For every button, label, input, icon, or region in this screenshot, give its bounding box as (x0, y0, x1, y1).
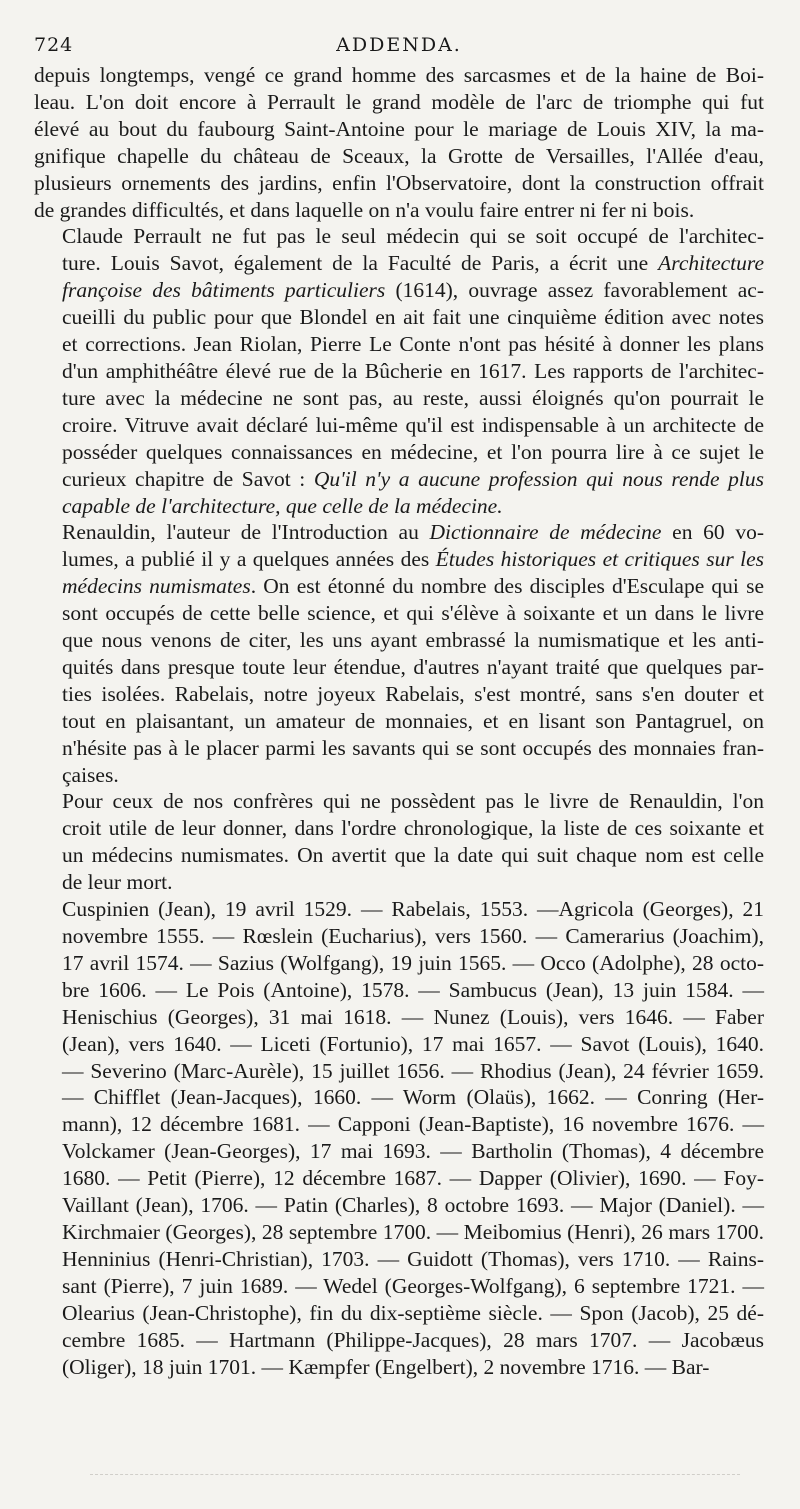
text-line (34, 1138, 764, 1165)
text-line (34, 1327, 764, 1354)
text-run: (1614), ouvrage assez favorablement ac- (385, 278, 764, 303)
text-run: Henninius (Henri-Christian), 1703. — Guidott (Thomas), vers 1710. — Rains- (62, 1246, 764, 1271)
text-line (34, 762, 764, 789)
text-line (34, 546, 764, 573)
text-line (34, 654, 764, 681)
text-line (34, 842, 764, 869)
text-run: de grandes difficultés, et dans laquelle on n'a voulu faire entrer ni fer ni bois. (34, 197, 695, 222)
text-run: (Jean), vers 1640. — Liceti (Fortunio), 17 mai 1657. — Savot (Louis), 1640. (62, 1031, 764, 1056)
text-line (34, 1111, 764, 1138)
text-run: Pour ceux de nos confrères qui ne possèdent pas le livre de Renauldin, l'on (62, 789, 764, 814)
text-run: leau. L'on doit encore à Perrault le grand modèle de l'arc de triomphe qui fut (34, 89, 764, 114)
paragraph (34, 223, 764, 519)
text-run: Cuspinien (Jean), 19 avril 1529. — Rabelais, 1553. —Agricola (Georges), 21 (62, 897, 764, 922)
text-line (34, 896, 764, 923)
text-run: Olearius (Jean-Christophe), fin du dix-septième siècle. — Spon (Jacob), 25 dé- (62, 1300, 764, 1325)
text-run: mann), 12 décembre 1681. — Capponi (Jean-Baptiste), 16 novembre 1676. — (62, 1112, 764, 1137)
text-line (34, 385, 764, 412)
text-run: — Severino (Marc-Aurèle), 15 juillet 1656. — Rhodius (Jean), 24 février 1659. (62, 1058, 764, 1083)
running-head: ADDENDA. (336, 34, 462, 56)
text-run: — Chifflet (Jean-Jacques), 1660. — Worm (Olaüs), 1662. — Conring (Her- (62, 1085, 764, 1110)
text-run: sant (Pierre), 7 juin 1689. — Wedel (Georges-Wolfgang), 6 septembre 1721. — (62, 1273, 764, 1298)
text-run: çaises. (62, 762, 119, 787)
text-run: de leur mort. (62, 870, 173, 895)
italic-text: capable de l'architecture, que celle de la médecine. (62, 493, 503, 518)
text-line (34, 950, 764, 977)
text-line (34, 412, 764, 439)
text-line (34, 89, 764, 116)
text-line (34, 1246, 764, 1273)
text-line (34, 331, 764, 358)
text-run: cueilli du public pour que Blondel en ait fait une cinquième édition avec notes (62, 305, 764, 330)
italic-text: médecins numismates (62, 574, 251, 599)
text-line (34, 1192, 764, 1219)
text-line (34, 250, 764, 277)
text-run: ties isolées. Rabelais, notre joyeux Rabelais, s'est montré, sans s'en douter et (62, 681, 764, 706)
text-line (34, 1004, 764, 1031)
text-line (34, 869, 764, 896)
text-run: Renauldin, l'auteur de l'Introduction au (62, 520, 430, 545)
italic-text: Qu'il n'y a aucune profession qui nous rende plus (313, 466, 764, 491)
text-run: élevé au bout du faubourg Saint-Antoine pour le mariage de Louis XIV, la ma- (34, 116, 764, 141)
italic-text: françoise des bâtiments particuliers (62, 278, 386, 303)
paragraph (34, 788, 764, 896)
text-line (34, 170, 764, 197)
text-line (34, 815, 764, 842)
text-run: posséder quelques connaissances en médecine, et l'on pourra lire à ce sujet le (62, 439, 764, 464)
text-run: sont occupés de cette belle science, et qui s'élève à soixante et un dans le livre (62, 601, 764, 626)
text-run: et corrections. Jean Riolan, Pierre Le Conte n'ont pas hésité à donner les plans (62, 332, 764, 357)
text-line (34, 1219, 764, 1246)
text-run: 17 avril 1574. — Sazius (Wolfgang), 19 juin 1565. — Occo (Adolphe), 28 octo- (62, 950, 764, 975)
text-line (34, 62, 764, 89)
text-run: Kirchmaier (Georges), 28 septembre 1700. — Meibomius (Henri), 26 mars 1700. (62, 1219, 764, 1244)
paragraph (34, 896, 764, 1380)
text-run: n'hésite pas à le placer parmi les savants qui se sont occupés des monnaies fran- (62, 735, 764, 760)
text-line (34, 358, 764, 385)
italic-text: Dictionnaire de médecine (429, 520, 662, 545)
text-line (34, 466, 764, 493)
text-run: Claude Perrault ne fut pas le seul médecin qui se soit occupé de l'architec- (62, 224, 764, 249)
text-run: 1680. — Petit (Pierre), 12 décembre 1687. — Dapper (Olivier), 1690. — Foy- (62, 1166, 764, 1191)
text-run: quités dans presque toute leur étendue, d'autres n'ayant traité que quelques par- (62, 654, 764, 679)
paragraph (34, 519, 764, 788)
text-run: d'un amphithéâtre élevé rue de la Bûcherie en 1617. Les rapports de l'architec- (62, 358, 764, 383)
text-line (34, 788, 764, 815)
text-line (34, 493, 764, 520)
text-line (34, 519, 764, 546)
text-line (34, 1058, 764, 1085)
text-line (34, 1031, 764, 1058)
text-run: Vaillant (Jean), 1706. — Patin (Charles), 8 octobre 1693. — Major (Daniel). — (62, 1193, 764, 1218)
text-line (34, 708, 764, 735)
text-run: Volckamer (Jean-Georges), 17 mai 1693. — Bartholin (Thomas), 4 décembre (62, 1139, 764, 1164)
text-run: . On est étonné du nombre des disciples d'Esculape qui se (250, 574, 764, 599)
text-line (34, 1300, 764, 1327)
text-line (34, 627, 764, 654)
text-run: Henischius (Georges), 31 mai 1618. — Nunez (Louis), vers 1646. — Faber (62, 1004, 764, 1029)
italic-text: Études historiques et critiques sur les (435, 547, 765, 572)
text-run: depuis longtemps, vengé ce grand homme des sarcasmes et de la haine de Boi- (34, 63, 764, 87)
text-line (34, 116, 764, 143)
text-run: que nous venons de citer, les uns ayant embrassé la numismatique et les anti- (62, 628, 764, 653)
text-run: bre 1606. — Le Pois (Antoine), 1578. — Sambucus (Jean), 13 juin 1584. — (62, 977, 764, 1002)
text-run: croire. Vitruve avait déclaré lui-même qu'il est indispensable à un architecte de (62, 412, 764, 437)
text-run: gnifique chapelle du château de Sceaux, la Grotte de Versailles, l'Allée d'eau, (34, 143, 764, 168)
paragraph (34, 62, 764, 223)
italic-text: Architecture (658, 251, 764, 276)
text-line (34, 277, 764, 304)
text-line (34, 923, 764, 950)
text-line (34, 197, 764, 224)
text-line (34, 573, 764, 600)
text-line (34, 143, 764, 170)
text-line (34, 681, 764, 708)
text-run: cembre 1685. — Hartmann (Philippe-Jacques), 28 mars 1707. — Jacobæus (62, 1327, 764, 1352)
text-run: un médecins numismates. On avertit que la date qui suit chaque nom est celle (62, 843, 764, 868)
text-run: novembre 1555. — Rœslein (Eucharius), vers 1560. — Camerarius (Joachim), (62, 924, 764, 948)
text-run: ture avec la médecine ne sont pas, au reste, aussi éloignés qu'on pourrait le (62, 385, 764, 410)
text-line (34, 439, 764, 466)
body-text (34, 62, 764, 1380)
text-line (34, 735, 764, 762)
page-number: 724 (34, 34, 74, 56)
text-line (34, 1273, 764, 1300)
text-line (34, 1084, 764, 1111)
text-run: lumes, a publié il y a quelques années des (62, 547, 436, 572)
text-run: ture. Louis Savot, également de la Faculté de Paris, a écrit une (62, 251, 659, 276)
text-run: tout en plaisantant, un amateur de monnaies, et en lisant son Pantagruel, on (62, 708, 764, 733)
text-run: (Oliger), 18 juin 1701. — Kæmpfer (Engelbert), 2 novembre 1716. — Bar- (62, 1354, 710, 1379)
text-line (34, 1354, 764, 1381)
text-line (34, 600, 764, 627)
scan-artifact-divider (90, 1474, 740, 1477)
text-run: croit utile de leur donner, dans l'ordre chronologique, la liste de ces soixante et (62, 816, 764, 841)
text-run: en 60 vo- (661, 520, 764, 545)
text-line (34, 977, 764, 1004)
text-run: curieux chapitre de Savot : (62, 466, 314, 491)
text-run: plusieurs ornements des jardins, enfin l'Observatoire, dont la construction offrait (34, 170, 764, 195)
page-header (34, 28, 764, 62)
text-line (34, 223, 764, 250)
text-line (34, 1165, 764, 1192)
text-line (34, 304, 764, 331)
